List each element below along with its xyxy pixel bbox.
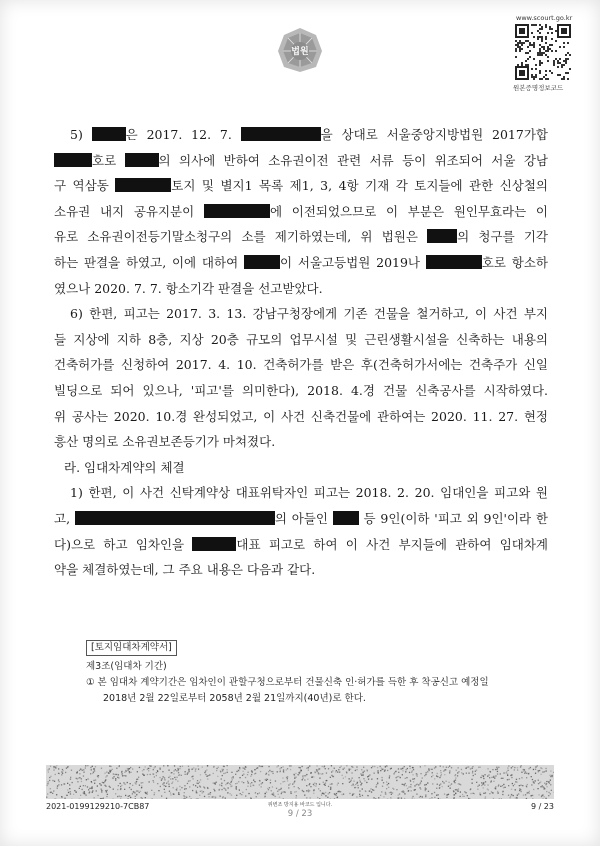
emblem-label: 법원 xyxy=(291,46,309,57)
p5-text: 은 2017. 12. 7. xyxy=(125,127,232,142)
p5-text: 유로 소유권이전등기말소청구의 소를 제기하였는데, 위 법원은 xyxy=(54,229,418,245)
p5-text: 의 의사에 반하여 소유권이전 관련 서류 등이 위조되어 서울 강남 xyxy=(158,152,548,168)
p5-line1 xyxy=(70,122,548,148)
r1-line1: 1) 한편, 이 사건 신탁계약상 대표위탁자인 피고는 2018. 2. 20. 임대인을 피고와 원 xyxy=(70,485,548,501)
r1-line4: 약을 체결하였는데, 그 주요 내용은 다음과 같다. xyxy=(54,562,316,578)
redaction xyxy=(427,229,457,243)
p5-text: 하는 판결을 하였고, 이에 대하여 xyxy=(54,254,239,270)
r1-line3 xyxy=(54,532,548,558)
p6-line2: 들 지상에 지하 8층, 지상 20층 규모의 업무시설 및 근린생활시설을 신축하는 내용의 xyxy=(54,331,548,347)
p5-line5 xyxy=(54,224,548,250)
p5-text: 호로 xyxy=(92,152,117,168)
p5-text: 의 청구를 기각 xyxy=(457,229,548,245)
barcode-notice: 위변조 방지용 바코드 입니다. xyxy=(267,802,333,808)
p6-line1: 6) 한편, 피고는 2017. 3. 13. 강남구청장에게 기존 건물을 철거하고, 이 사건 부지 xyxy=(70,306,548,322)
redaction xyxy=(54,153,92,167)
p6-line3: 건축허가를 신청하여 2017. 4. 10. 건축허가를 받은 후(건축허가서에는 건축주가 신일 xyxy=(54,357,548,373)
p5-line2 xyxy=(54,148,548,174)
r1-text: 의 아들인 xyxy=(274,510,333,526)
r1-text: 등 9인(이하 '피고 외 9인'이라 한 xyxy=(358,510,548,526)
anti-forgery-barcode xyxy=(46,765,554,799)
redaction xyxy=(75,511,275,525)
section-heading: 라. 임대차계약의 체결 xyxy=(64,459,185,475)
page-number-center: 9 / 23 xyxy=(287,809,313,819)
redaction xyxy=(241,127,321,141)
p5-line6 xyxy=(54,250,548,276)
redaction xyxy=(115,178,171,192)
p5-text: 5) xyxy=(70,127,83,142)
redaction xyxy=(125,153,159,167)
p5-line7: 였으나 2020. 7. 7. 항소기각 판결을 선고받았다. xyxy=(54,280,323,296)
qr-label: 원본증명정보코드 xyxy=(513,84,564,92)
contract-title: [토지임대차계약서] xyxy=(86,640,177,656)
p5-text: 구 역삼동 xyxy=(54,178,109,194)
qr-url: www.scourt.go.kr xyxy=(516,14,573,22)
contract-excerpt xyxy=(86,640,545,710)
page-number-right: 9 / 23 xyxy=(530,802,554,811)
qr-code-icon xyxy=(515,24,571,80)
redaction xyxy=(333,511,359,525)
document-id: 2021-0199129210-7CB87 xyxy=(46,802,150,811)
r1-text: 다)으로 하고 임차인을 xyxy=(54,536,185,552)
p5-text: 을 상대로 서울중앙지방법원 2017가합 xyxy=(320,127,548,142)
court-emblem-icon xyxy=(276,26,324,74)
r1-text: 대표 피고로 하여 이 사건 부지들에 관하여 임대차계 xyxy=(236,536,548,552)
p5-text: 토지 및 별지1 목록 제1, 3, 4항 기재 각 토지들에 관한 신상철의 xyxy=(171,178,548,194)
p6-line4: 빌딩으로 되어 있으나, '피고'를 의미한다), 2018. 4.경 건물 신축공사를 시작하였다. xyxy=(54,382,548,398)
p5-text: 이 서울고등법원 2019나 xyxy=(279,254,421,270)
p6-line5: 위 공사는 2020. 10.경 완성되었고, 이 사건 신축건물에 관하여는 2020. 11. 27. 현정 xyxy=(54,408,548,424)
p5-line3 xyxy=(54,173,548,199)
redaction xyxy=(204,204,270,218)
redaction xyxy=(426,255,482,269)
p5-line4 xyxy=(54,199,548,225)
p5-text: 소유권 내지 공유지분이 xyxy=(54,203,195,219)
redaction xyxy=(92,127,126,141)
r1-text: 고, xyxy=(54,510,71,526)
contract-line1: ① 본 임대차 계약기간은 임차인이 관할구청으로부터 건물신축 인·허가를 득한 후 착공신고 예정일 xyxy=(86,677,489,688)
r1-line2 xyxy=(54,506,548,532)
contract-article: 제3조(임대차 기간) xyxy=(86,661,167,672)
p6-line6: 흥산 명의로 소유권보존등기가 마쳐졌다. xyxy=(54,434,276,450)
redaction xyxy=(192,537,236,551)
contract-line2: 2018년 2월 22일로부터 2058년 2월 21일까지(40년)로 한다. xyxy=(103,693,366,704)
redaction xyxy=(244,255,280,269)
document-body xyxy=(54,122,549,583)
p5-text: 에 이전되었으므로 이 부분은 원인무효라는 이 xyxy=(269,203,548,219)
p5-text: 호로 항소하 xyxy=(481,254,549,270)
